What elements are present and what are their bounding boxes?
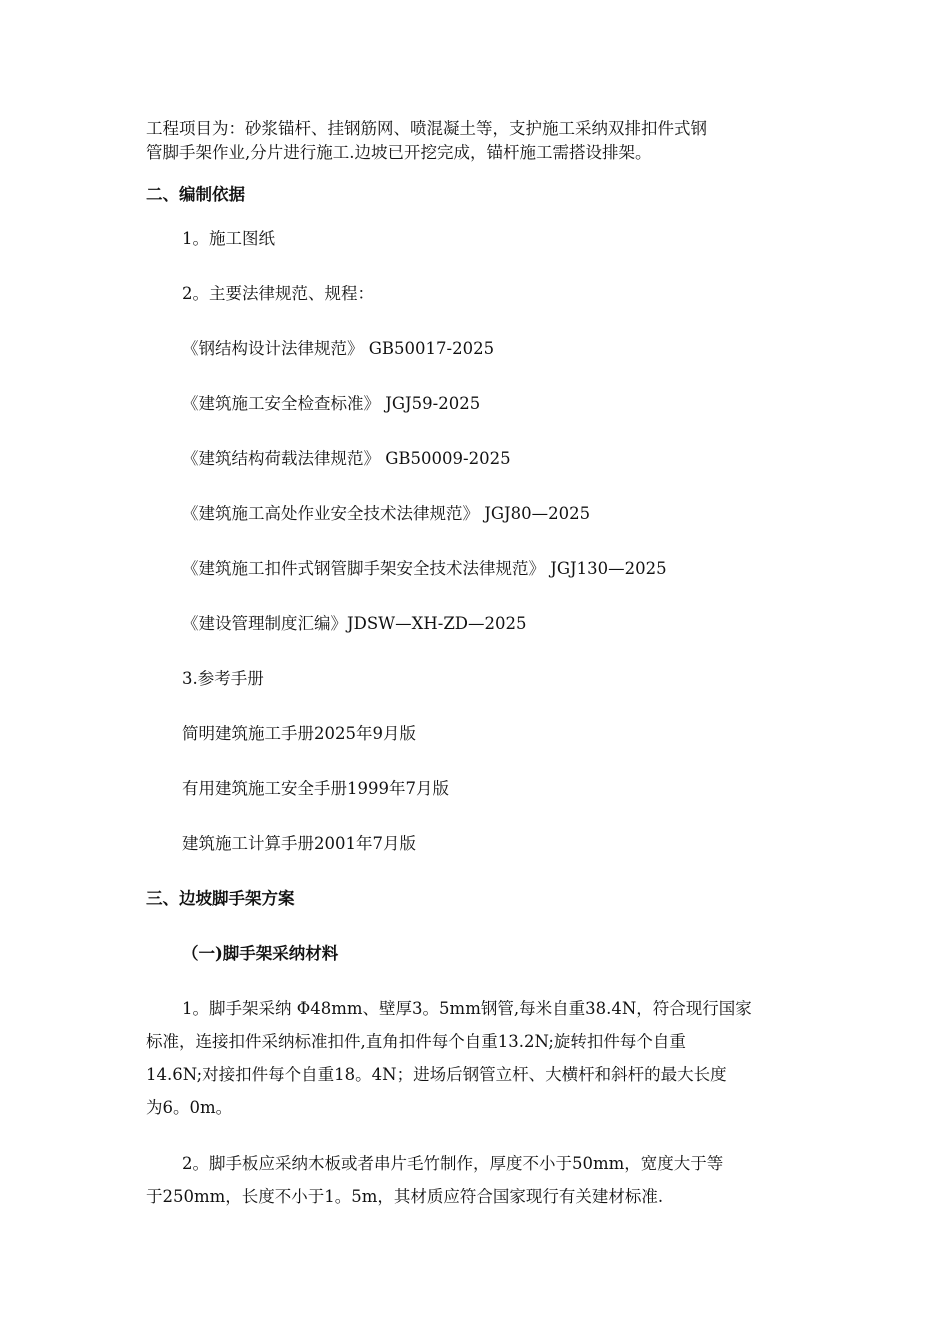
- basis-item-2: 2。主要法律规范、规程：: [182, 284, 374, 303]
- standard-item: 《建筑结构荷载法律规范》 GB50009-2025: [182, 449, 511, 468]
- subsection-heading: （一)脚手架采纳材料: [182, 944, 339, 963]
- basis-item-3: 3.参考手册: [182, 669, 264, 688]
- standard-item: 《建筑施工扣件式钢管脚手架安全技术法律规范》 JGJ130—2025: [182, 559, 667, 578]
- paragraph-1-line: 标准，连接扣件采纳标准扣件,直角扣件每个自重13.2N;旋转扣件每个自重: [146, 1032, 686, 1051]
- intro-line-1: 工程项目为：砂浆锚杆、挂钢筋网、喷混凝土等，支护施工采纳双排扣件式钢: [146, 119, 707, 138]
- paragraph-2-line: 于250mm，长度不小于1。5m，其材质应符合国家现行有关建材标准.: [146, 1187, 664, 1206]
- manual-item: 有用建筑施工安全手册1999年7月版: [182, 779, 449, 798]
- paragraph-1-line: 为6。0m。: [146, 1098, 233, 1117]
- standard-item: 《建筑施工高处作业安全技术法律规范》 JGJ80—2025: [182, 504, 591, 523]
- manual-item: 建筑施工计算手册2001年7月版: [182, 834, 416, 853]
- section-3-heading: 三、边坡脚手架方案: [146, 889, 295, 908]
- basis-item-1: 1。施工图纸: [182, 229, 275, 248]
- section-2-heading: 二、编制依据: [146, 185, 245, 204]
- paragraph-1-line: 1。脚手架采纳 Φ48mm、壁厚3。5mm钢管,每米自重38.4N，符合现行国家: [182, 999, 752, 1018]
- paragraph-1-line: 14.6N;对接扣件每个自重18。4N；进场后钢管立杆、大横杆和斜杆的最大长度: [146, 1065, 727, 1084]
- paragraph-2-line: 2。脚手板应采纳木板或者串片毛竹制作，厚度不小于50mm，宽度大于等: [182, 1154, 724, 1173]
- standard-item: 《钢结构设计法律规范》 GB50017-2025: [182, 339, 495, 358]
- intro-line-2: 管脚手架作业,分片进行施工.边坡已开挖完成，锚杆施工需搭设排架。: [146, 143, 652, 162]
- manual-item: 简明建筑施工手册2025年9月版: [182, 724, 416, 743]
- standard-item: 《建设管理制度汇编》JDSW—XH-ZD—2025: [182, 614, 527, 633]
- standard-item: 《建筑施工安全检查标准》 JGJ59-2025: [182, 394, 481, 413]
